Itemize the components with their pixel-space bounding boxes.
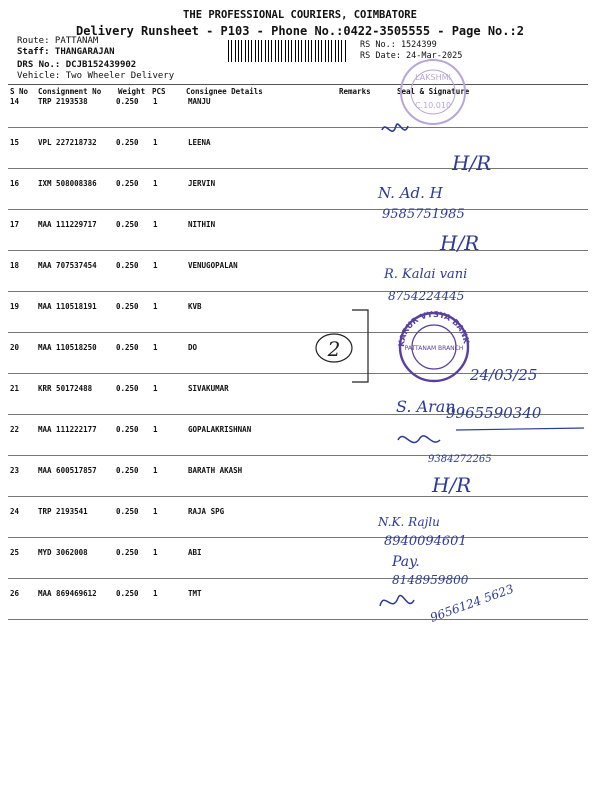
row-consignee: VENUGOPALAN [188,261,238,270]
barcode-bar [315,40,316,62]
row-consignee: RAJA SPG [188,507,225,516]
row-divider [8,414,588,415]
barcode-bar [281,40,282,62]
col-consignee: Consignee Details [186,87,263,96]
barcode-bar [248,40,249,62]
row-weight: 0.250 [116,425,139,434]
staff: Staff: THANGARAJAN [17,47,115,57]
row-pcs: 1 [153,384,158,393]
barcode-bar [328,40,329,62]
barcode-bar [271,40,272,62]
barcode [228,40,348,62]
barcode-bar [245,40,246,62]
row-weight: 0.250 [116,261,139,270]
row-sno: 17 [10,220,20,229]
row-divider [8,127,588,128]
barcode-bar [228,40,229,62]
signature-row-25-name: Pay. [392,554,420,570]
col-sno: S No [10,87,29,96]
row-weight: 0.250 [116,138,139,147]
row-consignment-no: MYD 3062008 [38,548,88,557]
signature-row-16-name: N. Ad. H [378,184,443,202]
row-pcs: 1 [153,466,158,475]
row-weight: 0.250 [116,507,139,516]
row-weight: 0.250 [116,384,139,393]
bank-stamp-branch: PATTANAM BRANCH [404,345,464,352]
barcode-bar [308,40,309,62]
vehicle: Vehicle: Two Wheeler Delivery [17,71,175,81]
col-remarks: Remarks [339,87,371,96]
signature-row-17: H/R [440,231,480,255]
row-sno: 26 [10,589,20,598]
row-sno: 22 [10,425,20,434]
barcode-bar [291,40,292,62]
barcode-bar [238,40,239,62]
row-divider [8,332,588,333]
signature-row-21-phone: 9965590340 [446,404,542,422]
row-sno: 25 [10,548,20,557]
barcode-bar [301,40,302,62]
row-consignee: TMT [188,589,202,598]
row-consignee: DO [188,343,198,352]
col-pcs: PCS [152,87,166,96]
row-consignee: JERVIN [188,179,216,188]
row-divider [8,250,588,251]
row-consignment-no: TRP 2193538 [38,97,88,106]
barcode-bar [258,40,259,62]
barcode-bar [251,40,252,62]
signature-row-24-phone: 8940094601 [384,534,467,549]
barcode-bar [278,40,279,62]
signature-row-20-date: 24/03/25 [470,366,538,384]
row-pcs: 1 [153,548,158,557]
row-consignment-no: MAA 600517857 [38,466,97,475]
svg-text:KARUR VYSYA BANK [397,310,471,347]
row-consignee: BARATH AKASH [188,466,243,475]
barcode-bar [288,40,289,62]
row-consignment-no: MAA 110518191 [38,302,97,311]
row-consignee: ABI [188,548,202,557]
barcode-bar [321,40,322,62]
row-consignee: NITHIN [188,220,216,229]
row-sno: 18 [10,261,20,270]
barcode-bar [341,40,342,62]
row-sno: 23 [10,466,20,475]
barcode-bar [285,40,286,62]
route: Route: PATTANAM [17,36,99,46]
signature-row-18-phone: 8754224445 [388,289,465,303]
signature-row-22 [398,436,440,443]
signature-row-23: H/R [432,473,472,497]
row-sno: 15 [10,138,20,147]
row-consignee: SIVAKUMAR [188,384,229,393]
remarks-circle [316,334,352,362]
row-sno: 24 [10,507,20,516]
barcode-bar [318,40,319,62]
row-weight: 0.250 [116,220,139,229]
runsheet-title: Delivery Runsheet - P103 - Phone No.:0422-3505555 - Page No.:2 [76,24,524,38]
rs-number: RS No.: 1524399 [360,40,437,50]
drs-number: DRS No.: DCJB152439902 [17,60,137,70]
barcode-bar [298,40,299,62]
signature-row-26 [380,595,414,606]
row-consignee: KVB [188,302,202,311]
row-sno: 20 [10,343,20,352]
row-pcs: 1 [153,302,158,311]
barcode-bar [275,40,276,62]
row-sno: 19 [10,302,20,311]
row-divider [8,537,588,538]
barcode-bar [235,40,236,62]
barcode-bar [255,40,256,62]
row-pcs: 1 [153,138,158,147]
signature-row-22-phone: 9384272265 [428,454,492,465]
lakshmi-stamp-code: C.10.010 [414,101,452,110]
signature-row-18-name: R. Kalai vani [384,267,468,282]
row-weight: 0.250 [116,179,139,188]
barcode-bar [335,40,336,62]
row-sno: 16 [10,179,20,188]
row-consignment-no: MAA 110518250 [38,343,97,352]
row-divider [8,373,588,374]
signature-row-21-name: S. Aran [396,397,456,416]
barcode-bar [295,40,296,62]
row-weight: 0.250 [116,302,139,311]
row-consignment-no: VPL 227218732 [38,138,97,147]
barcode-bar [311,40,312,62]
signature-row-15: H/R [452,151,492,175]
row-consignment-no: MAA 869469612 [38,589,97,598]
signature-row-25-phone: 8148959800 [392,573,469,587]
row-consignment-no: IXM 508008386 [38,179,97,188]
barcode-bar [331,40,332,62]
row-weight: 0.250 [116,97,139,106]
row-consignment-no: MAA 111229717 [38,220,97,229]
row-pcs: 1 [153,220,158,229]
remarks-bracket [352,310,368,382]
company-name: THE PROFESSIONAL COURIERS, COIMBATORE [183,9,417,21]
row-pcs: 1 [153,507,158,516]
row-pcs: 1 [153,425,158,434]
row-divider [8,209,588,210]
row-consignment-no: TRP 2193541 [38,507,88,516]
signature-row-26-phone: 9656124 5623 [428,581,516,625]
col-seal: Seal & Signature [397,87,470,96]
row-consignee: GOPALAKRISHNAN [188,425,252,434]
barcode-bar [305,40,306,62]
barcode-bar [261,40,262,62]
row-divider [8,496,588,497]
row-pcs: 1 [153,589,158,598]
remarks-mark: 2 [327,337,341,361]
col-consignment: Consignment No [38,87,102,96]
barcode-bar [268,40,269,62]
lakshmi-stamp-text: LAKSHMI [415,73,451,82]
barcode-bar [241,40,242,62]
barcode-bar [231,40,232,62]
row-pcs: 1 [153,343,158,352]
row-consignment-no: MAA 707537454 [38,261,97,270]
barcode-bar [265,40,266,62]
row-sno: 14 [10,97,20,106]
row-divider [8,291,588,292]
row-consignee: LEENA [188,138,211,147]
row-pcs: 1 [153,261,158,270]
barcode-bar [325,40,326,62]
row-consignee: MANJU [188,97,211,106]
row-pcs: 1 [153,97,158,106]
row-divider [8,168,588,169]
row-sno: 21 [10,384,20,393]
col-weight: Weight [118,87,146,96]
bank-stamp-name: KARUR VYSYA BANK [396,309,471,348]
signature-row-22-stroke [456,428,584,430]
row-weight: 0.250 [116,466,139,475]
rs-date: RS Date: 24-Mar-2025 [360,51,463,61]
barcode-bar [345,40,346,62]
barcode-bar [338,40,339,62]
bank-stamp [397,310,471,381]
row-weight: 0.250 [116,548,139,557]
header-divider [8,84,588,85]
signature-row-24-name: N.K. Rajlu [378,515,440,529]
row-weight: 0.250 [116,589,139,598]
row-divider [8,619,588,620]
row-divider [8,455,588,456]
row-consignment-no: KRR 50172488 [38,384,93,393]
row-consignment-no: MAA 111222177 [38,425,97,434]
signature-row-16-phone: 9585751985 [382,207,465,222]
row-pcs: 1 [153,179,158,188]
row-divider [8,578,588,579]
row-weight: 0.250 [116,343,139,352]
